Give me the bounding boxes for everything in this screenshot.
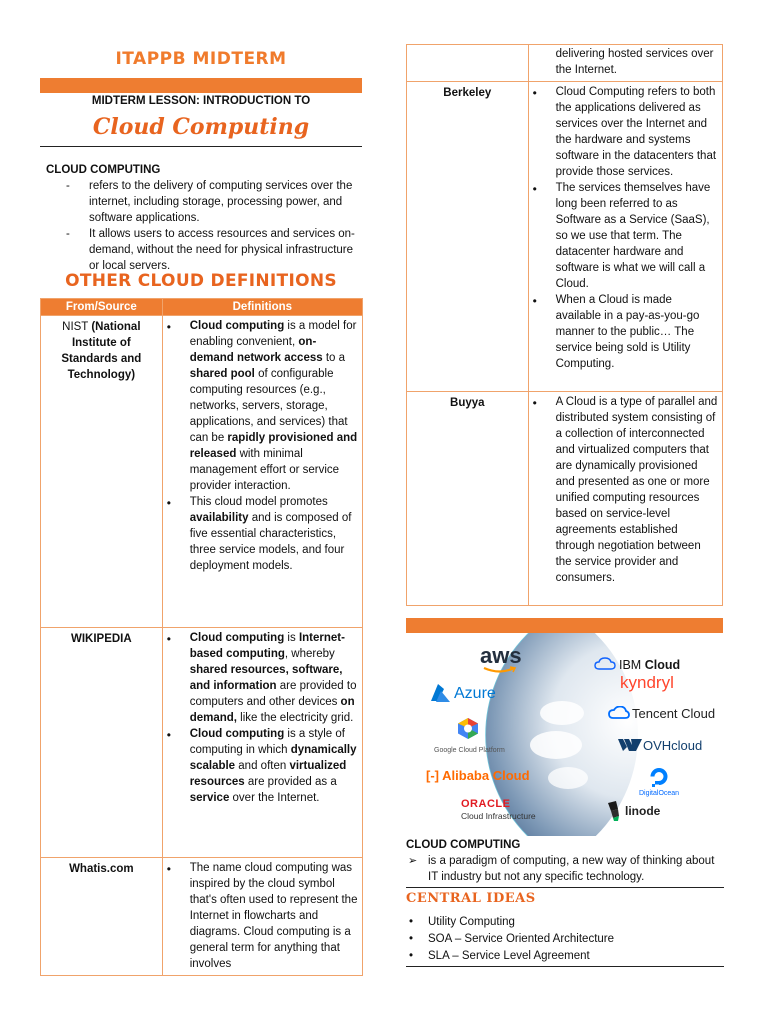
- ovh-icon: [618, 739, 642, 751]
- definition-bullet: • This cloud model promotes availability and is composed of five essential characteristics, three service models, and four deployment models.: [163, 495, 358, 575]
- digitalocean-logo: DigitalOcean: [639, 790, 680, 797]
- source-whatis: Whatis.com: [41, 858, 163, 976]
- col-header-definitions: Definitions: [162, 299, 362, 316]
- cloud-puff: [540, 701, 584, 725]
- definition-whatis-continued: delivering hosted services over the Internet.: [528, 45, 722, 82]
- central-ideas-list: [406, 914, 724, 965]
- azure-icon: [430, 683, 452, 703]
- cloud-puff: [530, 731, 582, 759]
- central-idea-item: • Utility Computing: [406, 914, 724, 931]
- intro-list: [40, 179, 362, 275]
- intro-point: - It allows users to access resources and services on-demand, without the need for physical infrastructure or local servers.: [40, 227, 362, 275]
- definition-bullet: • Cloud Computing refers to both the applications delivered as services over the Internet and the hardware and systems software in the datacenters that provide those services.: [529, 85, 718, 181]
- aws-smile-icon: [482, 666, 518, 674]
- title-divider-bar: [40, 78, 362, 93]
- tencent-cloud-logo: Tencent Cloud: [632, 706, 716, 721]
- topic-divider: [40, 146, 362, 147]
- central-ideas-heading: CENTRAL IDEAS: [406, 891, 536, 906]
- logos-header-bar: [406, 618, 723, 633]
- google-cloud-logo: Google Cloud Platform: [434, 747, 505, 754]
- summary-point: ➢ is a paradigm of computing, a new way of thinking about IT industry but not any specific technology.: [406, 854, 724, 886]
- definitions-table: [40, 298, 363, 976]
- alibaba-cloud-logo: [-] Alibaba Cloud: [426, 768, 530, 783]
- azure-logo: Azure: [454, 685, 496, 702]
- central-idea-item: • SOA – Service Oriented Architecture: [406, 931, 724, 948]
- definition-bullet: • When a Cloud is made available in a pay-as-you-go manner to the public… The service being sold is Utility Computing.: [529, 293, 718, 373]
- definition-buyya: [528, 391, 722, 605]
- source-berkeley: Berkeley: [407, 81, 529, 391]
- table-row-wikipedia: [41, 628, 363, 858]
- aws-logo: aws: [480, 643, 522, 668]
- cloud-providers-venn: [406, 633, 723, 836]
- summary-heading: CLOUD COMPUTING: [406, 839, 521, 851]
- table-row-buyya: [407, 391, 723, 605]
- document-title: ITAPPB MIDTERM: [115, 49, 287, 69]
- definition-bullet: • Cloud computing is a style of computing in which dynamically scalable and often virtualized resources are provided as a service over the Internet.: [163, 727, 358, 807]
- source-nist: NIST (National Institute of Standards and Technology): [41, 316, 163, 628]
- table-header-row: [41, 299, 363, 316]
- source-wikipedia: WIKIPEDIA: [41, 628, 163, 858]
- definition-nist: [162, 316, 362, 628]
- ovhcloud-logo: OVHcloud: [643, 738, 703, 753]
- intro-section: [46, 163, 362, 275]
- other-definitions-heading: OTHER CLOUD DEFINITIONS: [65, 271, 337, 291]
- col-header-source: From/Source: [41, 299, 163, 316]
- definition-bullet: • The name cloud computing was inspired by the cloud symbol that's often used to represent the Internet in flowcharts and diagrams. Cloud computing is a general term for anything that involves: [163, 861, 358, 973]
- central-idea-item: • SLA – Service Level Agreement: [406, 948, 724, 965]
- linode-icon: [606, 801, 622, 821]
- topic-title: Cloud Computing: [92, 114, 310, 140]
- cloud-puff: [548, 767, 588, 789]
- intro-point: - refers to the delivery of computing services over the internet, including storage, processing power, and software applications.: [40, 179, 362, 227]
- table-row-whatis-continued: [407, 45, 723, 82]
- ibm-cloud-logo: IBM Cloud: [619, 658, 681, 672]
- oracle-logo: ORACLE: [461, 798, 511, 810]
- definition-whatis: [162, 858, 362, 976]
- table-row-nist: [41, 316, 363, 628]
- google-cloud-icon: [456, 717, 480, 739]
- lesson-heading: MIDTERM LESSON: INTRODUCTION TO: [91, 95, 311, 107]
- table-row-berkeley: [407, 81, 723, 391]
- alibaba-icon: [-]: [426, 768, 439, 783]
- linode-logo: linode: [625, 804, 661, 818]
- table-row-whatis: [41, 858, 363, 976]
- source-buyya: Buyya: [407, 391, 529, 605]
- definitions-table-continued: [406, 44, 723, 606]
- tencent-cloud-icon: [608, 706, 630, 720]
- intro-heading: CLOUD COMPUTING: [46, 164, 161, 176]
- kyndryl-logo: kyndryl: [620, 673, 674, 692]
- definition-wikipedia: [162, 628, 362, 858]
- definition-bullet: • Cloud computing is a model for enabling convenient, on-demand network access to a shared pool of configurable computing resources (e.g., networks, servers, storage, applications, and services) that can be rapidly provisioned and released with minimal management effort or service provider interaction.: [163, 319, 358, 495]
- digitalocean-icon: [648, 766, 670, 788]
- definition-bullet: • Cloud computing is Internet-based computing, whereby shared resources, software, and information are provided to computers and other devices on demand, like the electricity grid.: [163, 631, 358, 727]
- summary-divider: [406, 887, 724, 888]
- definition-berkeley: [528, 81, 722, 391]
- summary-list: [406, 854, 724, 886]
- ibm-cloud-icon: [594, 657, 616, 671]
- central-ideas-divider: [406, 966, 724, 967]
- definition-bullet: • A Cloud is a type of parallel and distributed system consisting of a collection of interconnected and virtualized computers that are dynamically provisioned and presented as one or more unified computing resources based on service-level agreements established through negotiation between the service provider and consumers.: [529, 395, 718, 587]
- oracle-cloud-infrastructure: Cloud Infrastructure: [461, 811, 536, 821]
- definition-bullet: • The services themselves have long been referred to as Software as a Service (SaaS), so we use that term. The datacenter hardware and software is what we will call a Cloud.: [529, 181, 718, 293]
